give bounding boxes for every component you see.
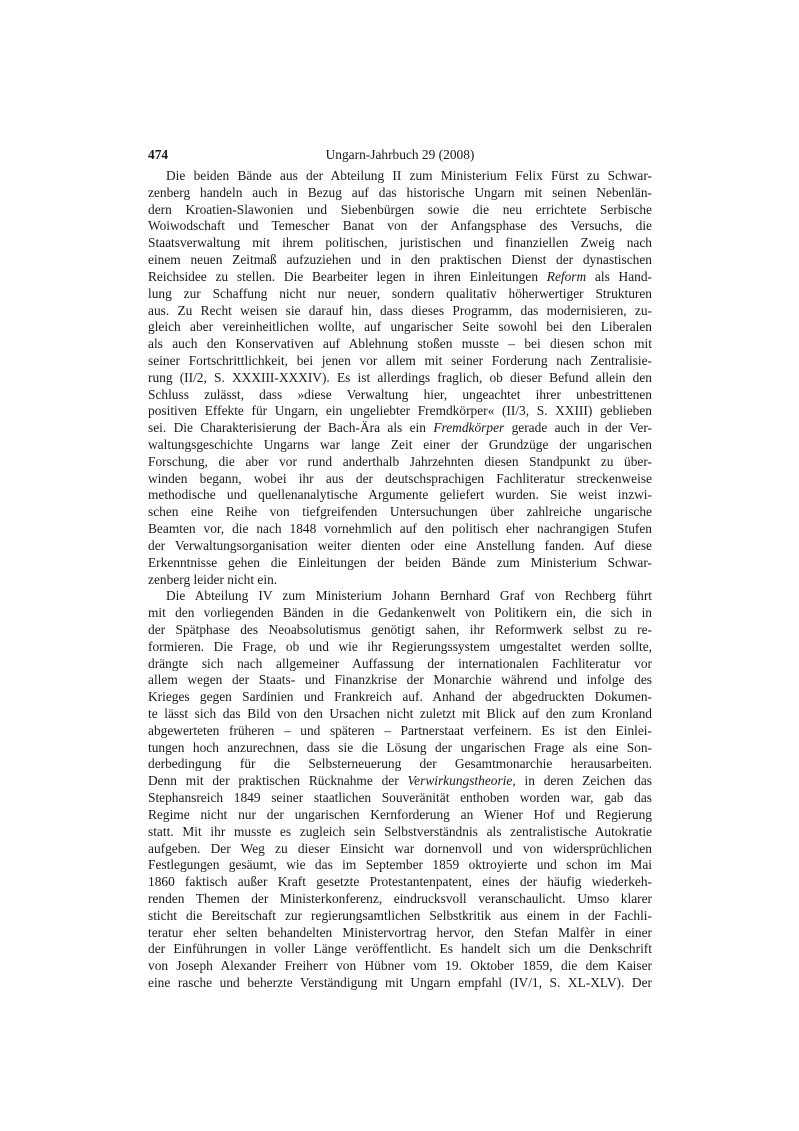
text-line: Denn mit der praktischen Rücknahme der Verwirkungstheorie, in deren Zeichen das [148,773,652,789]
text-line: te lässt sich das Bild von den Ursachen nicht zuletzt mit Blick auf den zum Kronland [148,706,652,721]
body-text [148,168,652,992]
text-line: winden begann, wobei ihr aus der deutschsprachigen Fachliteratur streckenweise [148,470,652,486]
text-line: seiner Fortschrittlichkeit, bei jenen vor allem mit seiner Forderung nach Zentralisie- [148,352,652,368]
text-line: sei. Die Charakterisierung der Bach-Ära als ein Fremdkörper gerade auch in der Ver- [148,420,652,436]
text-line: gleich aber vereinheitlichen wollte, auf ungarischer Seite sowohl bei den Liberalen [148,319,652,335]
text-line: mit den vorliegenden Bänden in die Gedankenwelt von Politikern ein, die sich in [148,605,652,621]
running-head [148,147,652,163]
text-line: abgewerteten früheren – und späteren – Partnerstaat verfeinern. Es ist den Einlei- [148,722,652,738]
text-line: teratur eher selten behandelten Ministervortrag hervor, den Stefan Malfèr in einer [148,924,652,940]
text-line: Beamten vor, die nach 1848 vornehmlich auf den politisch eher nachrangigen Stufen [148,521,652,537]
text-line: methodische und quellenanalytische Argumente geliefert wurden. Sie weist inzwi- [148,487,652,503]
text-line: Regime nicht nur der ungarischen Kernforderung an Wiener Hof und Regierung [148,806,652,822]
page-number: 474 [148,147,169,162]
text-line: als auch den Konservativen auf Ablehnung stoßen musste – bei diesen schon mit [148,336,652,352]
text-line: aufgeben. Der Weg zu dieser Einsicht war dornenvoll und von widersprüchlichen [148,840,652,856]
text-line: Festlegungen gesäumt, wie das im September 1859 oktroyierte und schon im Mai [148,857,652,873]
text-line: lung zur Schaffung nicht nur neuer, sondern qualitativ höherwertiger Strukturen [148,285,652,301]
text-line: Stephansreich 1849 seiner staatlichen Souveränität enthoben worden war, gab das [148,790,652,806]
text-line: Schluss zulässt, dass »diese Verwaltung hier, ungeachtet ihrer unbestrittenen [148,386,652,402]
text-line: statt. Mit ihr musste es zugleich sein Selbstverständnis als zentralistische Autokratie [148,823,652,839]
text-line: der Einführungen in voller Länge veröffentlicht. Es handelt sich um die Denkschrift [148,941,652,957]
text-line: 1860 faktisch außer Kraft gesetzte Protestantenpatent, eines der häufig wiederkeh- [148,874,652,890]
italic-term: Reform [546,268,587,284]
text-line: aus. Zu Recht weisen sie darauf hin, dass dieses Programm, das modernisieren, zu- [148,302,652,318]
text-line: Die Abteilung IV zum Ministerium Johann Bernhard Graf von Rechberg führt [166,588,652,604]
text-line: positiven Effekte für Ungarn, ein ungeliebter Fremdkörper« (II/3, S. XXIII) geblieben [148,403,652,419]
text-line: derbedingung für die Selbsterneuerung der Gesamtmonarchie herausarbeiten. [148,756,652,772]
running-title: Ungarn-Jahrbuch 29 (2008) [325,147,475,162]
text-line: formieren. Die Frage, ob und wie ihr Regierungssystem umgestaltet werden sollte, [148,638,652,654]
text-line: Krieges gegen Sardinien und Frankreich auf. Anhand der abgedruckten Dokumen- [148,689,652,705]
text-line: von Joseph Alexander Freiherr von Hübner vom 19. Oktober 1859, die dem Kaiser [148,958,652,974]
text-line: allem wegen der Staats- und Finanzkrise der Monarchie während und infolge des [148,672,652,688]
text-line: Erkenntnisse gehen die Einleitungen der beiden Bände zum Ministerium Schwar- [148,554,652,570]
text-line: schen eine Reihe von tiefgreifenden Untersuchungen über zahlreiche ungarische [148,504,652,520]
italic-term: Fremdkörper [433,420,505,436]
text-line: tungen hoch anzurechnen, dass sie die Lösung der ungarischen Frage als eine Son- [148,739,652,755]
text-line: sticht die Bereitschaft zur regierungsamtlichen Selbstkritik aus einem in der Fachli- [148,907,652,923]
text-line: eine rasche und beherzte Verständigung mit Ungarn empfahl (IV/1, S. XL-XLV). Der [148,975,652,990]
text-line: der Spätphase des Neoabsolutismus genötigt sahen, ihr Reformwerk selbst zu re- [148,621,652,637]
paragraph [148,168,652,588]
text-line: renden Themen der Ministerkonferenz, eindrucksvoll veranschaulicht. Umso klarer [148,890,652,906]
italic-term: Verwirkungstheorie [407,773,513,789]
paragraph [148,588,652,992]
text-line: Reichsidee zu stellen. Die Bearbeiter legen in ihren Einleitungen Reform als Hand- [148,268,652,284]
text-line: drängte sich nach allgemeiner Auffassung der internationalen Fachliteratur vor [148,655,652,671]
text-line: Woiwodschaft und Temescher Banat von der Anfangsphase des Versuchs, die [148,218,652,234]
text-line: zenberg leider nicht ein. [148,571,278,587]
text-line: einem neuen Zeitmaß aufzuziehen und in den praktischen Dienst der dynastischen [148,252,652,268]
text-line: der Verwaltungsorganisation weiter dienten oder eine Anstellung fanden. Auf diese [148,537,652,553]
text-line: dern Kroatien-Slawonien und Siebenbürgen sowie die neu errichtete Serbische [148,201,652,217]
text-line: rung (II/2, S. XXXIII-XXXIV). Es ist allerdings fraglich, ob dieser Befund allein den [148,369,652,385]
text-line: waltungsgeschichte Ungarns war lange Zeit einer der Grundzüge der ungarischen [148,437,652,452]
text-line: Forschung, die aber vor rund anderthalb Jahrzehnten diesen Standpunkt zu über- [148,453,652,469]
text-line: zenberg handeln auch in Bezug auf das historische Ungarn mit seinen Nebenlän- [148,184,652,200]
text-line: Staatsverwaltung mit ihrem politischen, juristischen und finanziellen Zweig nach [148,235,652,251]
text-line: Die beiden Bände aus der Abteilung II zum Ministerium Felix Fürst zu Schwar- [166,168,652,183]
